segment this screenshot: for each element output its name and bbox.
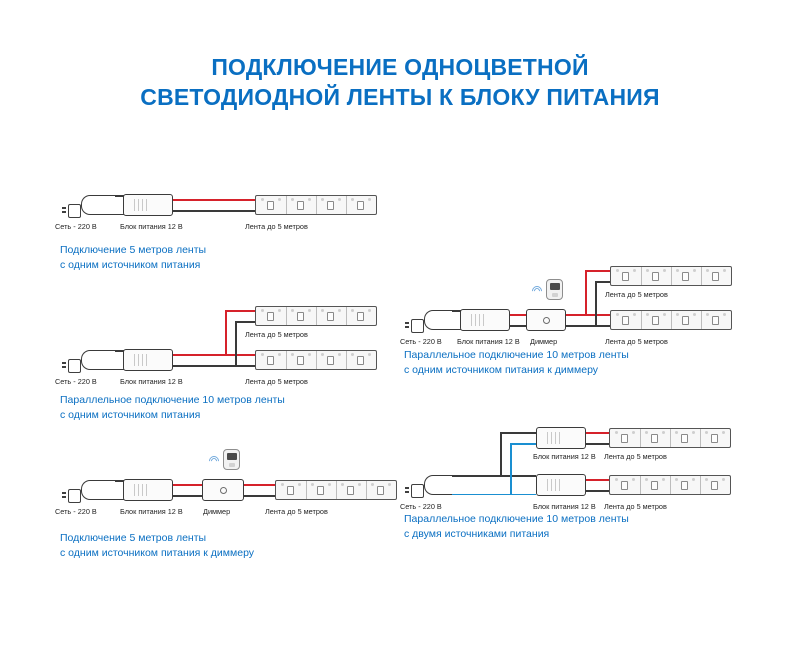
signal-waves-icon [532, 283, 546, 295]
top-psu-out-negative [586, 443, 610, 445]
diagram-3-description-line-1: Подключение 5 метров ленты [60, 532, 207, 544]
dimmer-to-strip-positive [244, 484, 276, 486]
remote-control-icon [546, 279, 563, 300]
power-supply-unit [123, 349, 173, 371]
mains-wire [81, 480, 123, 500]
led-strip-top [609, 428, 731, 448]
mains-branch-to-top-psu [500, 432, 538, 434]
diagram-1-description-line-1: Подключение 5 метров ленты [60, 244, 207, 256]
mains-plug-icon [65, 202, 81, 218]
mains-branch-to-top-psu-neutral [510, 443, 538, 445]
top-psu-out-positive [586, 432, 610, 434]
mains-wire [81, 195, 123, 215]
branch-wire-positive [585, 270, 587, 315]
caption-strip-top: Лента до 5 метров [604, 452, 667, 461]
caption-psu-bottom: Блок питания 12 В [533, 502, 596, 511]
psu-to-dimmer-positive [510, 314, 527, 316]
page-title-line-1: ПОДКЛЮЧЕНИЕ ОДНОЦВЕТНОЙ [211, 54, 589, 80]
diagram-2-description [60, 393, 285, 423]
caption-psu: Блок питания 12 В [120, 377, 183, 386]
caption-mains: Сеть - 220 В [400, 502, 442, 511]
output-wire-positive [173, 199, 256, 201]
output-wire-negative [173, 365, 256, 367]
diagram-5-description-line-2: с двумя источниками питания [404, 528, 550, 540]
diagram-1-description [60, 243, 206, 273]
caption-dimmer: Диммер [203, 507, 231, 516]
diagram-4-description [404, 348, 629, 378]
power-supply-unit-top [536, 427, 586, 449]
mains-wire [424, 475, 460, 495]
mains-plug-icon [65, 357, 81, 373]
mains-plug-icon [408, 482, 424, 498]
signal-waves-icon [209, 453, 223, 465]
psu-to-dimmer-negative [173, 495, 203, 497]
dimmer-controller [526, 309, 566, 331]
caption-mains: Сеть - 220 В [55, 507, 97, 516]
dimmer-out-negative [566, 325, 610, 327]
branch-wire-negative [595, 281, 597, 326]
power-supply-unit [460, 309, 510, 331]
diagram-3-description-line-2: с одним источником питания к диммеру [60, 547, 255, 559]
caption-strip-bottom: Лента до 5 метров [245, 377, 308, 386]
caption-psu-top: Блок питания 12 В [533, 452, 596, 461]
caption-strip-bottom: Лента до 5 метров [605, 337, 668, 346]
page-title [0, 52, 800, 112]
mains-branch-vertical-top [500, 432, 502, 476]
top-strip-wire-positive [585, 270, 613, 272]
mains-plug-icon [65, 487, 81, 503]
led-strip-bottom [609, 475, 731, 495]
power-supply-unit [123, 479, 173, 501]
caption-psu: Блок питания 12 В [120, 222, 183, 231]
top-strip-wire-negative [235, 321, 257, 323]
page-title-line-2: СВЕТОДИОДНОЙ ЛЕНТЫ К БЛОКУ ПИТАНИЯ [140, 84, 660, 110]
caption-mains: Сеть - 220 В [55, 377, 97, 386]
caption-strip-bottom: Лента до 5 метров [604, 502, 667, 511]
led-strip-top [255, 306, 377, 326]
caption-mains: Сеть - 220 В [400, 337, 442, 346]
diagram-2-description-line-1: Параллельное подключение 10 метров ленты [60, 394, 285, 406]
mains-branch-vertical-bottom [510, 443, 512, 495]
branch-wire-positive [225, 310, 227, 355]
psu-to-dimmer-positive [173, 484, 203, 486]
caption-strip: Лента до 5 метров [265, 507, 328, 516]
diagram-5-description [404, 512, 629, 542]
led-strip-bottom [610, 310, 732, 330]
psu-to-dimmer-negative [510, 325, 527, 327]
mains-wire-top [452, 475, 536, 477]
diagram-2-description-line-2: с одним источником питания [60, 409, 201, 421]
mains-wire [81, 350, 123, 370]
diagram-4-description-line-2: с одним источником питания к диммеру [404, 364, 599, 376]
caption-dimmer: Диммер [530, 337, 558, 346]
mains-wire-bottom [452, 494, 536, 496]
power-supply-unit-bottom [536, 474, 586, 496]
diagram-2 [55, 300, 385, 400]
bottom-psu-out-positive [586, 479, 610, 481]
led-strip [275, 480, 397, 500]
dimmer-out-positive [566, 314, 610, 316]
caption-mains: Сеть - 220 В [55, 222, 97, 231]
top-strip-wire-positive [225, 310, 257, 312]
diagram-1-description-line-2: с одним источником питания [60, 259, 201, 271]
caption-strip-top: Лента до 5 метров [245, 330, 308, 339]
caption-psu: Блок питания 12 В [120, 507, 183, 516]
branch-wire-negative [235, 321, 237, 366]
output-wire-negative [173, 210, 256, 212]
output-wire-positive [173, 354, 256, 356]
remote-control-icon [223, 449, 240, 470]
caption-strip: Лента до 5 метров [245, 222, 308, 231]
led-strip [255, 195, 377, 215]
mains-plug-icon [408, 317, 424, 333]
caption-psu: Блок питания 12 В [457, 337, 520, 346]
diagram-4-description-line-1: Параллельное подключение 10 метров ленты [404, 349, 629, 361]
diagram-5-description-line-1: Параллельное подключение 10 метров ленты [404, 513, 629, 525]
mains-wire [424, 310, 460, 330]
diagram-5 [400, 420, 740, 520]
led-strip-top [610, 266, 732, 286]
bottom-psu-out-negative [586, 490, 610, 492]
diagram-3-description [60, 531, 254, 561]
dimmer-to-strip-negative [244, 495, 276, 497]
dimmer-controller [202, 479, 244, 501]
caption-strip-top: Лента до 5 метров [605, 290, 668, 299]
power-supply-unit [123, 194, 173, 216]
led-strip-bottom [255, 350, 377, 370]
